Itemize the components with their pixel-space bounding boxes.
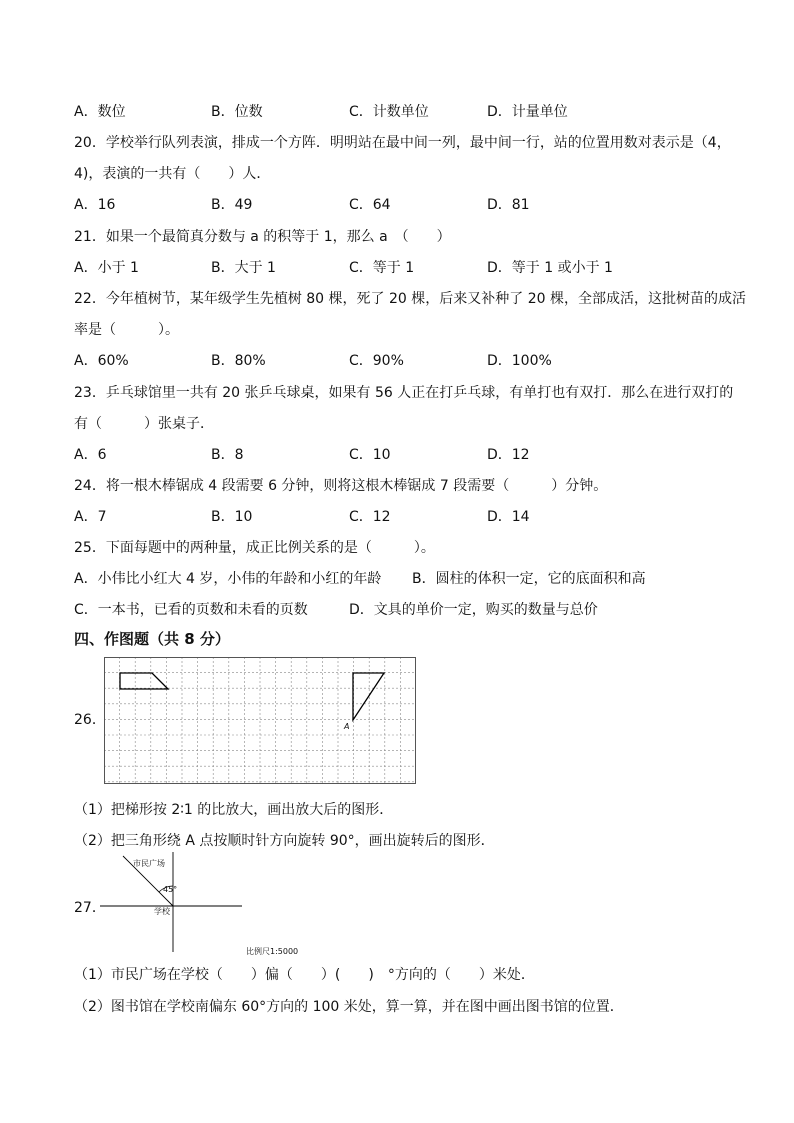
q26-label: 26． — [74, 712, 106, 728]
q27-direction-figure — [100, 852, 250, 952]
q25-option-a: A．小伟比小红大 4 岁，小伟的年龄和小红的年龄 — [74, 571, 382, 587]
q19-option-b: B．位数 — [211, 104, 263, 120]
q21-option-b: B．大于 1 — [211, 260, 276, 276]
q24-text: 24．将一根木棒锯成 4 段需要 6 分钟，则将这根木棒锯成 7 段需要（ ）分钟。 — [74, 478, 608, 494]
angle-label: 45° — [163, 885, 178, 894]
q21-option-a: A．小于 1 — [74, 260, 139, 276]
citizen-square-label: 市民广场 — [133, 859, 165, 868]
triangle-shape — [353, 673, 384, 720]
q23-text-line2: 有（ ）张桌子． — [74, 416, 214, 432]
q23-option-a: A．6 — [74, 447, 107, 463]
q26-subquestion-2: （2）把三角形绕 A 点按顺时针方向旋转 90°，画出旋转后的图形． — [74, 833, 495, 849]
q25-option-d: D．文具的单价一定，购买的数量与总价 — [349, 602, 598, 618]
q23-option-b: B．8 — [211, 447, 244, 463]
q19-option-c: C．计数单位 — [349, 104, 429, 120]
grid-border — [105, 658, 416, 784]
q19-option-a: A．数位 — [74, 104, 126, 120]
q26-grid-figure — [104, 657, 416, 784]
q25-option-b: B．圆柱的体积一定，它的底面积和高 — [412, 571, 646, 587]
section-title: 四、作图题（共 8 分） — [74, 630, 230, 648]
q24-option-b: B．10 — [211, 509, 253, 525]
scale-label: 比例尺1:5000 — [246, 947, 299, 956]
q24-option-d: D．14 — [487, 509, 530, 525]
q20-option-a: A．16 — [74, 197, 116, 213]
q23-text-line1: 23．乒乓球馆里一共有 20 张乒乓球桌，如果有 56 人正在打乒乓球，有单打也有双打．那么在进行双打的 — [74, 385, 734, 401]
q19-option-d: D．计量单位 — [487, 104, 568, 120]
q20-text-line1: 20．学校举行队列表演，排成一个方阵．明明站在最中间一列，最中间一行，站的位置用数对表示是（4， — [74, 135, 731, 151]
q22-text-line1: 22．今年植树节，某年级学生先植树 80 棵，死了 20 棵，后来又补种了 20 棵，全部成活，这批树苗的成活 — [74, 291, 746, 307]
q25-option-c: C．一本书，已看的页数和未看的页数 — [74, 602, 308, 618]
q20-option-b: B．49 — [211, 197, 253, 213]
school-label: 学校 — [154, 907, 170, 916]
q21-option-c: C．等于 1 — [349, 260, 415, 276]
q26-subquestion-1: （1）把梯形按 2∶1 的比放大，画出放大后的图形． — [74, 802, 394, 818]
q24-option-a: A．7 — [74, 509, 107, 525]
q22-text-line2: 率是（ ）。 — [74, 322, 179, 338]
q27-subquestion-2: （2）图书馆在学校南偏东 60°方向的 100 米处，算一算，并在图中画出图书馆的位置． — [74, 999, 624, 1015]
q21-option-d: D．等于 1 或小于 1 — [487, 260, 613, 276]
q20-text-line2: 4)，表演的一共有（ ）人． — [74, 166, 271, 182]
q27-subquestion-1: （1）市民广场在学校（ ）偏（ ）( ) °方向的（ ）米处． — [74, 967, 535, 983]
grid-lines — [104, 657, 416, 784]
trapezoid-shape — [120, 673, 168, 689]
q22-option-c: C．90% — [349, 353, 404, 369]
q24-option-c: C．12 — [349, 509, 391, 525]
q27-label: 27． — [74, 900, 106, 916]
q22-option-b: B．80% — [211, 353, 266, 369]
q20-option-d: D．81 — [487, 197, 530, 213]
q25-text: 25．下面每题中的两种量，成正比例关系的是（ ）。 — [74, 540, 435, 556]
q23-option-c: C．10 — [349, 447, 391, 463]
q22-option-a: A．60% — [74, 353, 129, 369]
q20-option-c: C．64 — [349, 197, 391, 213]
q21-text: 21．如果一个最简真分数与 a 的积等于 1，那么 a （ ） — [74, 229, 451, 245]
point-a-label: A — [344, 722, 350, 731]
q22-option-d: D．100% — [487, 353, 552, 369]
q23-option-d: D．12 — [487, 447, 530, 463]
